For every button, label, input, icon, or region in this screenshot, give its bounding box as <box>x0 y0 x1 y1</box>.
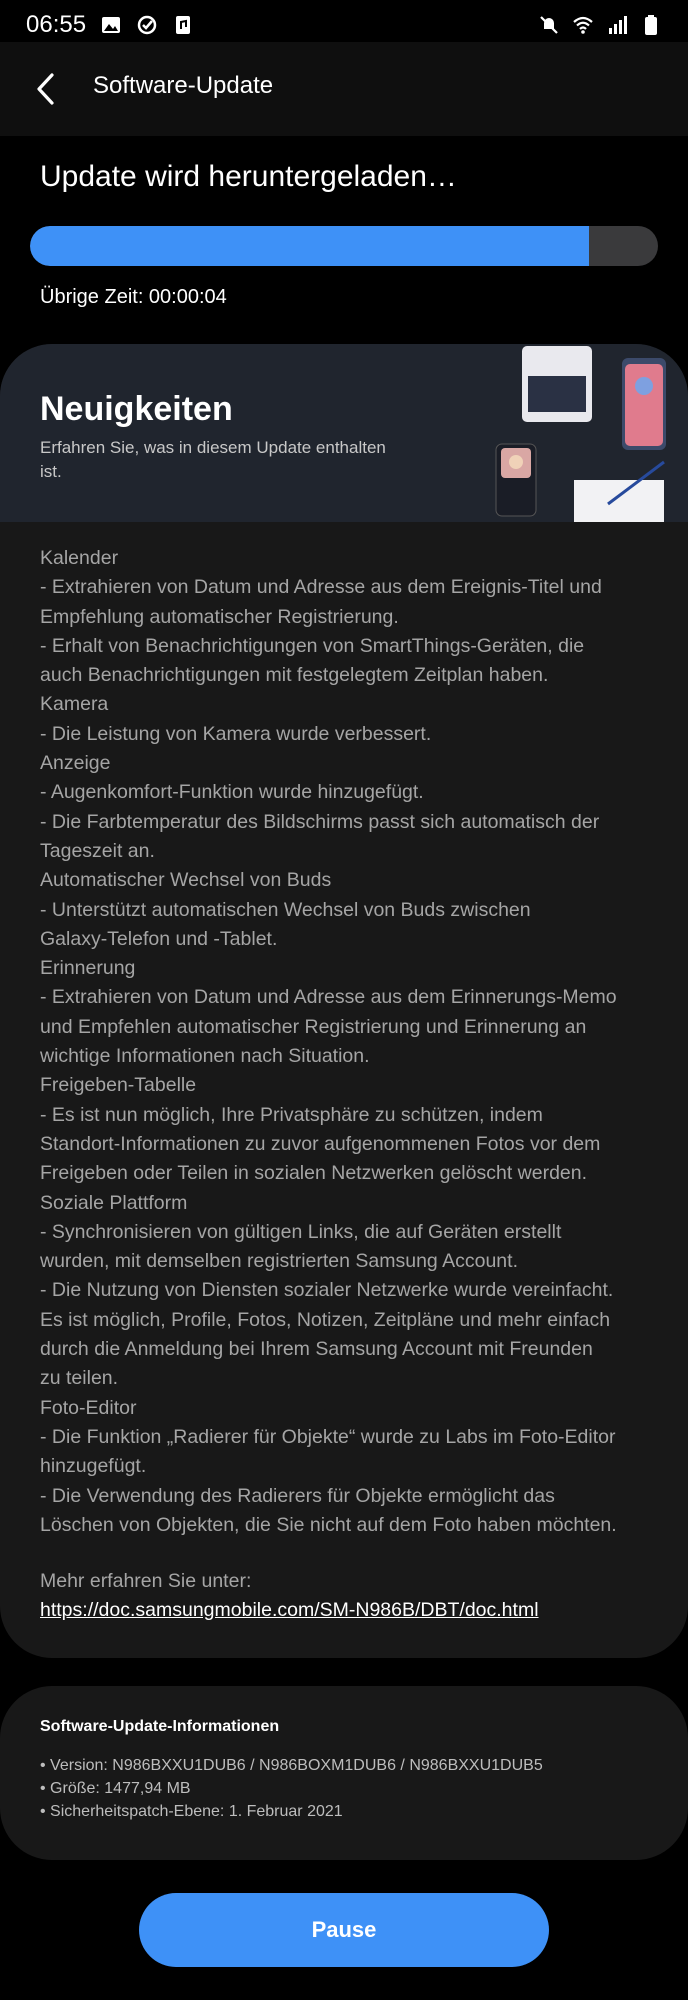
update-info-list <box>40 1754 543 1823</box>
pause-button[interactable]: Pause <box>139 1893 549 1967</box>
release-note-line: durch die Anmeldung bei Ihrem Samsung Account mit Freunden <box>40 1338 593 1361</box>
release-note-line: - Synchronisieren von gültigen Links, die auf Geräten erstellt <box>40 1220 562 1243</box>
release-note-line: Foto-Editor <box>40 1396 137 1419</box>
whats-new-card <box>0 344 688 1658</box>
release-note-line: - Die Verwendung des Radierers für Objekte ermöglicht das <box>40 1484 555 1507</box>
page-title: Software-Update <box>93 72 274 99</box>
release-note-line: - Es ist nun möglich, Ihre Privatsphäre zu schützen, indem <box>40 1103 543 1126</box>
release-note-line: - Die Nutzung von Diensten sozialer Netzwerke wurde vereinfacht. <box>40 1279 614 1302</box>
whats-new-title: Neuigkeiten <box>40 390 233 428</box>
status-time: 06:55 <box>26 11 87 38</box>
update-info-title: Software-Update-Informationen <box>40 1718 280 1735</box>
release-note-line: auch Benachrichtigungen mit festgelegtem Zeitplan haben. <box>40 664 549 687</box>
device-illustration <box>488 344 688 522</box>
wifi-icon <box>572 14 594 36</box>
release-note-line: Standort-Informationen zu zuvor aufgenommenen Fotos vor dem <box>40 1132 601 1155</box>
release-note-line: Kamera <box>40 693 109 716</box>
more-info-link[interactable]: https://doc.samsungmobile.com/SM-N986B/DBT/doc.html <box>40 1599 539 1621</box>
release-note-line: Kalender <box>40 547 119 569</box>
back-button[interactable] <box>30 69 66 109</box>
whats-new-header <box>0 344 688 522</box>
media-file-icon <box>172 14 194 36</box>
update-info-card <box>0 1686 688 1860</box>
release-note-line: - Extrahieren von Datum und Adresse aus dem Erinnerungs-Memo <box>40 986 617 1009</box>
release-note-line: wichtige Informationen nach Situation. <box>40 1045 370 1068</box>
more-info-label: Mehr erfahren Sie unter: <box>40 1570 252 1592</box>
download-status-title: Update wird heruntergeladen… <box>40 160 457 193</box>
release-note-line: - Erhalt von Benachrichtigungen von SmartThings-Geräten, die <box>40 634 585 657</box>
release-note-line: Tageszeit an. <box>40 839 155 862</box>
check-circle-icon <box>136 14 158 36</box>
release-note-line: wurden, mit demselben registrierten Samsung Account. <box>40 1250 518 1273</box>
download-progress-bar <box>30 226 658 266</box>
release-note-line: - Die Funktion „Radierer für Objekte“ wurde zu Labs im Foto-Editor <box>40 1425 616 1448</box>
info-security-patch: • Sicherheitspatch-Ebene: 1. Februar 2021 <box>40 1803 343 1820</box>
info-version: • Version: N986BXXU1DUB6 / N986BOXM1DUB6 / N986BXXU1DUB5 <box>40 1757 543 1774</box>
battery-icon <box>640 14 662 36</box>
note-illustration <box>574 480 664 522</box>
release-note-line: hinzugefügt. <box>40 1455 147 1478</box>
status-right <box>538 14 662 36</box>
release-note-line: Freigeben-Tabelle <box>40 1074 197 1097</box>
release-note-line: Löschen von Objekten, die Sie nicht auf dem Foto haben möchten. <box>40 1513 617 1536</box>
release-note-line: - Augenkomfort-Funktion wurde hinzugefügt. <box>40 781 424 804</box>
release-note-line: Es ist möglich, Profile, Fotos, Notizen, Zeitpläne und mehr einfach <box>40 1308 611 1331</box>
release-note-line: zu teilen. <box>40 1367 119 1390</box>
release-note-line: Automatischer Wechsel von Buds <box>40 869 332 892</box>
release-note-line: - Die Farbtemperatur des Bildschirms passt sich automatisch der <box>40 810 600 833</box>
release-note-line: Galaxy-Telefon und -Tablet. <box>40 927 278 950</box>
release-note-line: Freigeben oder Teilen in sozialen Netzwerken gelöscht werden. <box>40 1162 588 1185</box>
download-progress-fill <box>30 226 589 266</box>
mute-icon <box>538 14 560 36</box>
app-bar <box>0 42 688 136</box>
signal-icon <box>606 14 628 36</box>
release-note-line: Anzeige <box>40 752 111 775</box>
release-note-line: und Empfehlen automatischer Registrierung und Erinnerung an <box>40 1015 587 1038</box>
whats-new-subtitle: Erfahren Sie, was in diesem Update enthalten ist. <box>40 438 386 481</box>
remaining-time: Übrige Zeit: 00:00:04 <box>40 286 227 308</box>
release-note-line: Erinnerung <box>40 957 136 980</box>
release-note-line: - Unterstützt automatischen Wechsel von Buds zwischen <box>40 898 531 921</box>
chevron-left-icon <box>39 75 52 103</box>
release-note-line: Empfehlung automatischer Registrierung. <box>40 605 399 628</box>
release-note-line: - Die Leistung von Kamera wurde verbessert. <box>40 722 432 745</box>
phone-illustration <box>625 364 663 446</box>
status-left <box>26 11 194 39</box>
release-note-line: - Extrahieren von Datum und Adresse aus dem Ereignis-Titel und <box>40 576 602 599</box>
release-notes <box>40 544 650 1540</box>
release-note-line: Soziale Plattform <box>40 1191 188 1214</box>
gallery-icon <box>100 14 122 36</box>
info-size: • Größe: 1477,94 MB <box>40 1780 191 1797</box>
